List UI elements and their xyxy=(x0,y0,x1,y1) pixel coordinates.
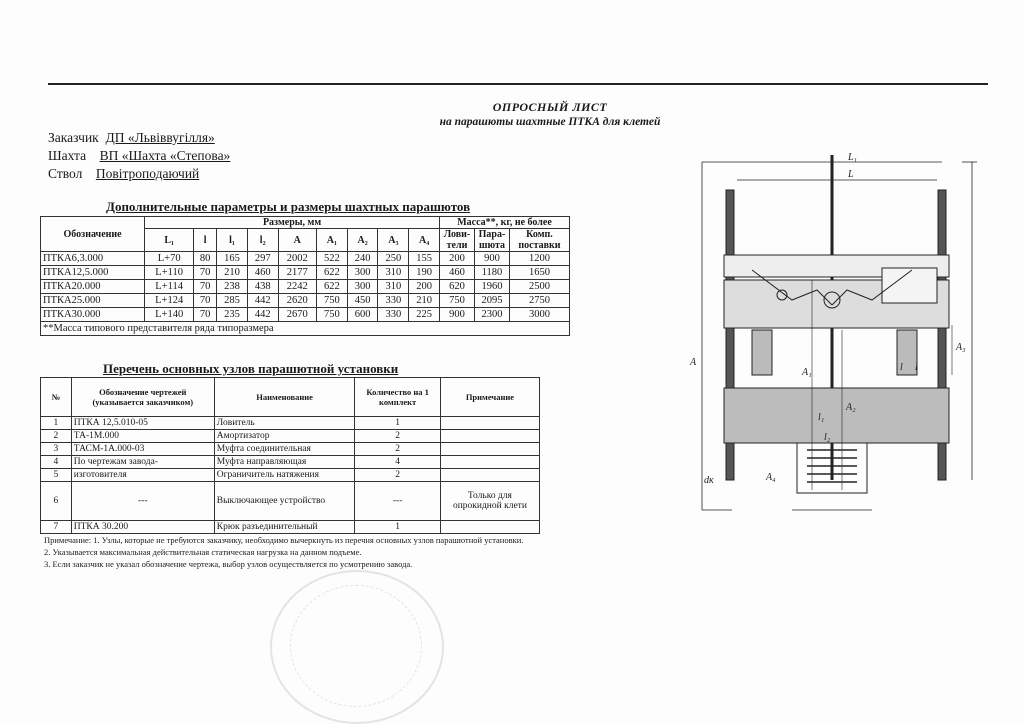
units-cell: --- xyxy=(71,482,214,521)
table-row xyxy=(41,266,570,280)
units-table-title: Перечень основных узлов парашютной установки xyxy=(103,361,399,376)
dim-label: A₃ xyxy=(956,342,966,353)
dim-label: l xyxy=(915,362,918,373)
value-cell: 1960 xyxy=(475,280,510,294)
units-cell: 7 xyxy=(41,521,72,534)
value-cell: 2750 xyxy=(510,294,570,308)
shaft-label: Ствол xyxy=(48,166,83,181)
value-cell: 900 xyxy=(475,252,510,266)
dim-label: A xyxy=(690,357,697,368)
customer-line xyxy=(48,130,215,146)
value-cell: L+124 xyxy=(145,294,194,308)
params-table xyxy=(40,216,570,336)
value-cell: 2177 xyxy=(278,266,317,280)
value-cell: 210 xyxy=(217,266,248,280)
dim-label: l₁ xyxy=(818,412,825,423)
table-row xyxy=(41,456,540,469)
table-row xyxy=(41,521,540,534)
mine-line xyxy=(48,148,230,164)
value-cell: 750 xyxy=(317,308,348,322)
dim-label: A₄ xyxy=(766,472,776,483)
dim-label: L xyxy=(848,169,854,180)
units-cell: 4 xyxy=(355,456,440,469)
stamp-inner xyxy=(290,585,422,707)
params-table-title: Дополнительные параметры и размеры шахтных парашютов xyxy=(106,199,471,214)
mine-label: Шахта xyxy=(48,148,87,163)
units-cell: 3 xyxy=(41,443,72,456)
mine-value: ВП «Шахта «Степова» xyxy=(99,148,231,163)
value-cell: 330 xyxy=(378,294,409,308)
units-cell: ПТКА 30.200 xyxy=(71,521,214,534)
value-cell: 2500 xyxy=(510,280,570,294)
units-cell xyxy=(440,469,539,482)
shaft-line xyxy=(48,166,199,182)
note-2: 2. Указывается максимальная действительная статическая нагрузка на данном подъеме. xyxy=(44,547,362,557)
size-header: l₁ xyxy=(217,229,248,252)
size-header: A₄ xyxy=(409,229,440,252)
table-row xyxy=(41,308,570,322)
page-title: ОПРОСНЫЙ ЛИСТ xyxy=(492,100,608,114)
units-cell: 2 xyxy=(355,443,440,456)
dim-label: A₂ xyxy=(846,402,856,413)
units-cell xyxy=(440,430,539,443)
units-cell xyxy=(440,521,539,534)
value-cell: 2300 xyxy=(475,308,510,322)
value-cell: 1200 xyxy=(510,252,570,266)
units-cell: 1 xyxy=(355,521,440,534)
units-cell: По чертежам завода- xyxy=(71,456,214,469)
units-cell: --- xyxy=(355,482,440,521)
units-header: № xyxy=(41,378,72,417)
table-row xyxy=(41,252,570,266)
value-cell: 2620 xyxy=(278,294,317,308)
value-cell: 442 xyxy=(247,308,278,322)
value-cell: 70 xyxy=(194,280,217,294)
value-cell: 235 xyxy=(217,308,248,322)
value-cell: 450 xyxy=(347,294,378,308)
value-cell: 750 xyxy=(317,294,348,308)
designation-cell: ПТКА25.000 xyxy=(41,294,145,308)
units-cell: Муфта направляющая xyxy=(214,456,355,469)
table-row xyxy=(41,443,540,456)
value-cell: 200 xyxy=(409,280,440,294)
value-cell: 165 xyxy=(217,252,248,266)
value-cell: 900 xyxy=(440,308,475,322)
note-1: Примечание: 1. Узлы, которые не требуются заказчику, необходимо вычеркнуть из перечня основных узлов парашютной установки. xyxy=(44,535,524,545)
value-cell: 622 xyxy=(317,266,348,280)
units-header: Примечание xyxy=(440,378,539,417)
top-rule xyxy=(48,83,988,85)
table-row xyxy=(41,430,540,443)
size-header: L₁ xyxy=(145,229,194,252)
dim-label: l₂ xyxy=(824,432,831,443)
group-sizes: Размеры, мм xyxy=(145,217,440,229)
value-cell: 438 xyxy=(247,280,278,294)
value-cell: L+140 xyxy=(145,308,194,322)
size-header: l₂ xyxy=(247,229,278,252)
value-cell: 300 xyxy=(347,280,378,294)
value-cell: L+114 xyxy=(145,280,194,294)
parachute-drawing xyxy=(682,150,988,530)
value-cell: 155 xyxy=(409,252,440,266)
units-cell: 2 xyxy=(355,469,440,482)
value-cell: 240 xyxy=(347,252,378,266)
size-header: A xyxy=(278,229,317,252)
value-cell: 210 xyxy=(409,294,440,308)
table-footnote: **Масса типового представителя ряда типоразмера xyxy=(41,322,570,336)
size-header: A₃ xyxy=(378,229,409,252)
value-cell: 2670 xyxy=(278,308,317,322)
value-cell: 310 xyxy=(378,280,409,294)
units-cell: Амортизатор xyxy=(214,430,355,443)
table-row xyxy=(41,294,570,308)
value-cell: 522 xyxy=(317,252,348,266)
value-cell: 70 xyxy=(194,294,217,308)
units-cell: Крюк разъединительный xyxy=(214,521,355,534)
col-designation: Обозначение xyxy=(41,217,145,252)
units-table xyxy=(40,377,540,534)
units-cell: 2 xyxy=(355,430,440,443)
units-cell: изготовителя xyxy=(71,469,214,482)
size-header: A₁ xyxy=(317,229,348,252)
value-cell: 622 xyxy=(317,280,348,294)
units-cell: 4 xyxy=(41,456,72,469)
dim-label: A₁ xyxy=(802,367,812,378)
units-cell: 2 xyxy=(41,430,72,443)
units-cell xyxy=(440,443,539,456)
shaft-value: Повітроподаючий xyxy=(95,166,200,181)
size-header: l xyxy=(194,229,217,252)
value-cell: 285 xyxy=(217,294,248,308)
note-3: 3. Если заказчик не указал обозначение чертежа, выбор узлов осуществляется по усмотрению завода. xyxy=(44,559,413,569)
units-cell: Муфта соединительная xyxy=(214,443,355,456)
units-cell: 6 xyxy=(41,482,72,521)
dim-label: l xyxy=(900,362,903,373)
designation-cell: ПТКА30.000 xyxy=(41,308,145,322)
size-header: A₂ xyxy=(347,229,378,252)
value-cell: 250 xyxy=(378,252,409,266)
units-header: Обозначение чертежей (указывается заказчиком) xyxy=(71,378,214,417)
value-cell: 460 xyxy=(247,266,278,280)
units-cell: ТА-1М.000 xyxy=(71,430,214,443)
notes xyxy=(44,534,523,570)
value-cell: L+70 xyxy=(145,252,194,266)
value-cell: 620 xyxy=(440,280,475,294)
units-cell: 1 xyxy=(41,417,72,430)
value-cell: 238 xyxy=(217,280,248,294)
value-cell: 750 xyxy=(440,294,475,308)
units-cell: Только для опрокидной клети xyxy=(440,482,539,521)
table-row xyxy=(41,417,540,430)
value-cell: 80 xyxy=(194,252,217,266)
value-cell: 3000 xyxy=(510,308,570,322)
value-cell: 1180 xyxy=(475,266,510,280)
customer-value: ДП «Львіввугілля» xyxy=(105,130,215,145)
units-cell xyxy=(440,456,539,469)
value-cell: 2095 xyxy=(475,294,510,308)
table-row xyxy=(41,280,570,294)
designation-cell: ПТКА6,3.000 xyxy=(41,252,145,266)
page-subtitle: на парашюты шахтные ПТКА для клетей xyxy=(439,116,661,128)
units-cell: Выключающее устройство xyxy=(214,482,355,521)
customer-label: Заказчик xyxy=(48,130,99,145)
table-row xyxy=(41,482,540,521)
value-cell: 300 xyxy=(347,266,378,280)
value-cell: L+110 xyxy=(145,266,194,280)
value-cell: 460 xyxy=(440,266,475,280)
units-cell: Ограничитель натяжения xyxy=(214,469,355,482)
value-cell: 297 xyxy=(247,252,278,266)
group-mass: Масса**, кг, не более xyxy=(440,217,570,229)
value-cell: 1650 xyxy=(510,266,570,280)
units-cell: 5 xyxy=(41,469,72,482)
units-cell: ПТКА 12,5.010-05 xyxy=(71,417,214,430)
mass-header: Комп. поставки xyxy=(510,229,570,252)
value-cell: 70 xyxy=(194,308,217,322)
designation-cell: ПТКА20.000 xyxy=(41,280,145,294)
mass-header: Лови-тели xyxy=(440,229,475,252)
units-header: Количество на 1 комплект xyxy=(355,378,440,417)
dim-label: L₁ xyxy=(848,152,858,163)
units-cell: 1 xyxy=(355,417,440,430)
dim-label: dк xyxy=(704,475,714,486)
table-row xyxy=(41,469,540,482)
value-cell: 200 xyxy=(440,252,475,266)
value-cell: 2002 xyxy=(278,252,317,266)
value-cell: 70 xyxy=(194,266,217,280)
designation-cell: ПТКА12,5.000 xyxy=(41,266,145,280)
value-cell: 310 xyxy=(378,266,409,280)
value-cell: 442 xyxy=(247,294,278,308)
units-cell: Ловитель xyxy=(214,417,355,430)
mass-header: Пара-шюта xyxy=(475,229,510,252)
units-header: Наименование xyxy=(214,378,355,417)
value-cell: 600 xyxy=(347,308,378,322)
value-cell: 225 xyxy=(409,308,440,322)
value-cell: 190 xyxy=(409,266,440,280)
units-cell xyxy=(440,417,539,430)
value-cell: 2242 xyxy=(278,280,317,294)
value-cell: 330 xyxy=(378,308,409,322)
units-cell: ТАСМ-1А.000-03 xyxy=(71,443,214,456)
